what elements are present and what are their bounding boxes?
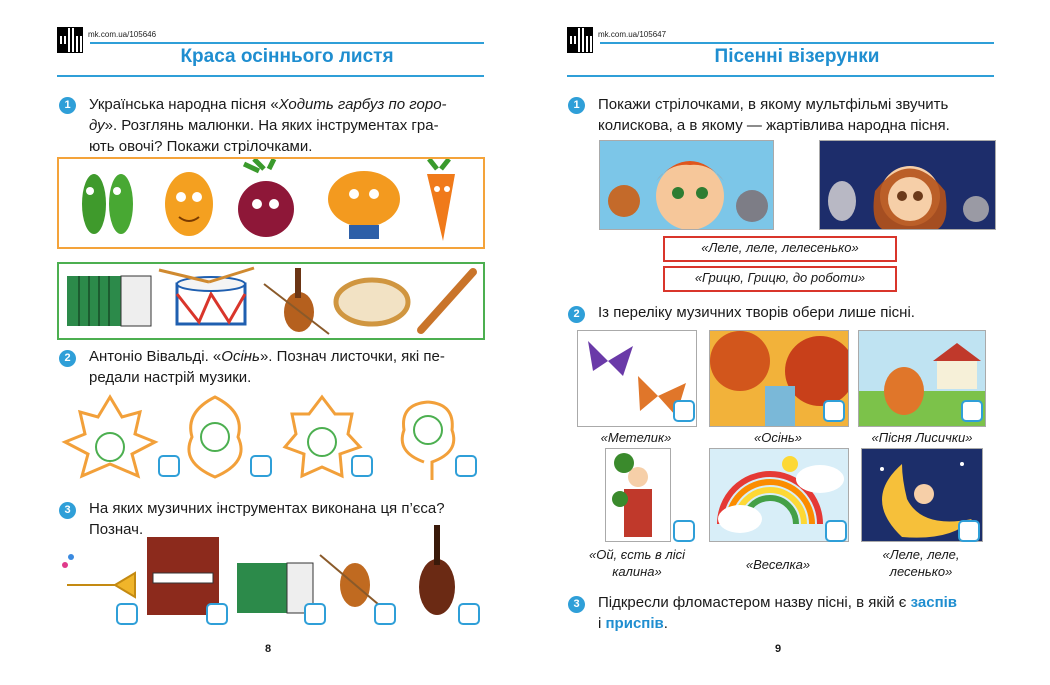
- pumpkin-small-icon: [165, 172, 213, 236]
- title-rule-bottom: [567, 75, 994, 77]
- caption-butterfly: «Метелик»: [600, 430, 672, 445]
- leaves-illustration: [60, 392, 490, 484]
- violin-icon: [264, 268, 329, 334]
- page-title: Краса осіннього листя: [180, 46, 394, 67]
- song-label-2[interactable]: «Грицю, Грицю, до роботи»: [663, 266, 897, 292]
- instruments-illustration: [59, 264, 483, 338]
- pumpkin-big-icon: [328, 171, 400, 239]
- task2-text: Із переліку музичних творів обери лише пісні.: [598, 304, 915, 321]
- leaf-3-checkbox[interactable]: [351, 455, 373, 477]
- task2-text: Антоніо Вівальді. «Осінь». Познач листочки, які пе- редали настрій музики.: [89, 348, 445, 386]
- page-number: 8: [265, 643, 272, 655]
- leaf-2-checkbox[interactable]: [250, 455, 272, 477]
- task1-text: Українська народна пісня «Ходить гарбуз по горо- ду». Розглянь малюнки. На яких інструментах гра- ють овочі? Покажи стрілочками.: [89, 96, 447, 155]
- leaf-surprised-icon: [402, 402, 454, 480]
- leaf-happy-icon: [285, 397, 360, 476]
- violin-2-icon: [320, 555, 385, 610]
- butterfly-checkbox[interactable]: [673, 400, 695, 422]
- beetroot-icon: [238, 159, 294, 237]
- qr-code-icon: [567, 27, 593, 53]
- vegetables-illustration: [59, 159, 483, 247]
- leaf-4-checkbox[interactable]: [455, 455, 477, 477]
- title-rule-top: [90, 42, 484, 44]
- task3-text: Підкресли фломастером назву пісні, в якій є заспів і приспів.: [598, 594, 958, 632]
- caption-rainbow: «Веселка»: [745, 557, 811, 572]
- title-rule-top: [600, 42, 994, 44]
- page-title: Пісенні візерунки: [714, 46, 880, 67]
- title-rule-bottom: [57, 75, 484, 77]
- moon-checkbox[interactable]: [958, 520, 980, 542]
- rainbow-checkbox[interactable]: [825, 520, 847, 542]
- task3-text: На яких музичних інструментах виконана ця п’єса? Познач.: [89, 500, 445, 538]
- trumpet-checkbox[interactable]: [116, 603, 138, 625]
- caption-fox-song: «Пісня Лисички»: [871, 430, 973, 445]
- song-label-1[interactable]: «Леле, леле, лелесенько»: [663, 236, 897, 262]
- page-url: mk.com.ua/105646: [88, 30, 157, 39]
- caption-kalyna: «Ой, єсть в лісі калина»: [588, 547, 686, 579]
- vegetables-frame: [57, 157, 485, 249]
- task-number-3: 3: [568, 596, 585, 613]
- cello-icon: [419, 525, 455, 615]
- task-number-2: 2: [568, 306, 585, 323]
- task-number-1: 1: [59, 97, 76, 114]
- fox-checkbox[interactable]: [961, 400, 983, 422]
- instruments-frame: [57, 262, 485, 340]
- task-number-3: 3: [59, 502, 76, 519]
- accordion-icon: [67, 276, 151, 326]
- caption-autumn: «Осінь»: [754, 430, 802, 445]
- cello-checkbox[interactable]: [458, 603, 480, 625]
- task-number-2: 2: [59, 350, 76, 367]
- accordion-2-icon: [237, 563, 313, 613]
- carrot-icon: [427, 159, 455, 241]
- trumpet-icon: [62, 554, 135, 597]
- leaf-sad2-icon: [189, 397, 241, 477]
- violin-checkbox[interactable]: [374, 603, 396, 625]
- leaf-sad-icon: [65, 397, 155, 476]
- accordion-checkbox[interactable]: [304, 603, 326, 625]
- leaf-1-checkbox[interactable]: [158, 455, 180, 477]
- task-number-1: 1: [568, 97, 585, 114]
- piano-checkbox[interactable]: [206, 603, 228, 625]
- kalyna-checkbox[interactable]: [673, 520, 695, 542]
- kalyna-image: [605, 448, 671, 542]
- page-number: 9: [775, 643, 782, 655]
- drum-icon: [159, 268, 254, 324]
- caption-lullaby: «Леле, леле, лесенько»: [882, 547, 960, 579]
- cartoon-girl-image: [819, 140, 996, 230]
- qr-code-icon: [57, 27, 83, 53]
- flute-icon: [421, 272, 473, 330]
- cucumbers-icon: [82, 174, 133, 234]
- task1-text: Покажи стрілочками, в якому мультфільмі звучить колискова, а в якому — жартівлива народна пісня.: [598, 96, 950, 134]
- tambourine-icon: [336, 280, 408, 324]
- cartoon-boy-image: [599, 140, 774, 230]
- autumn-checkbox[interactable]: [823, 400, 845, 422]
- page-url: mk.com.ua/105647: [598, 30, 667, 39]
- right-page: [525, 0, 1050, 685]
